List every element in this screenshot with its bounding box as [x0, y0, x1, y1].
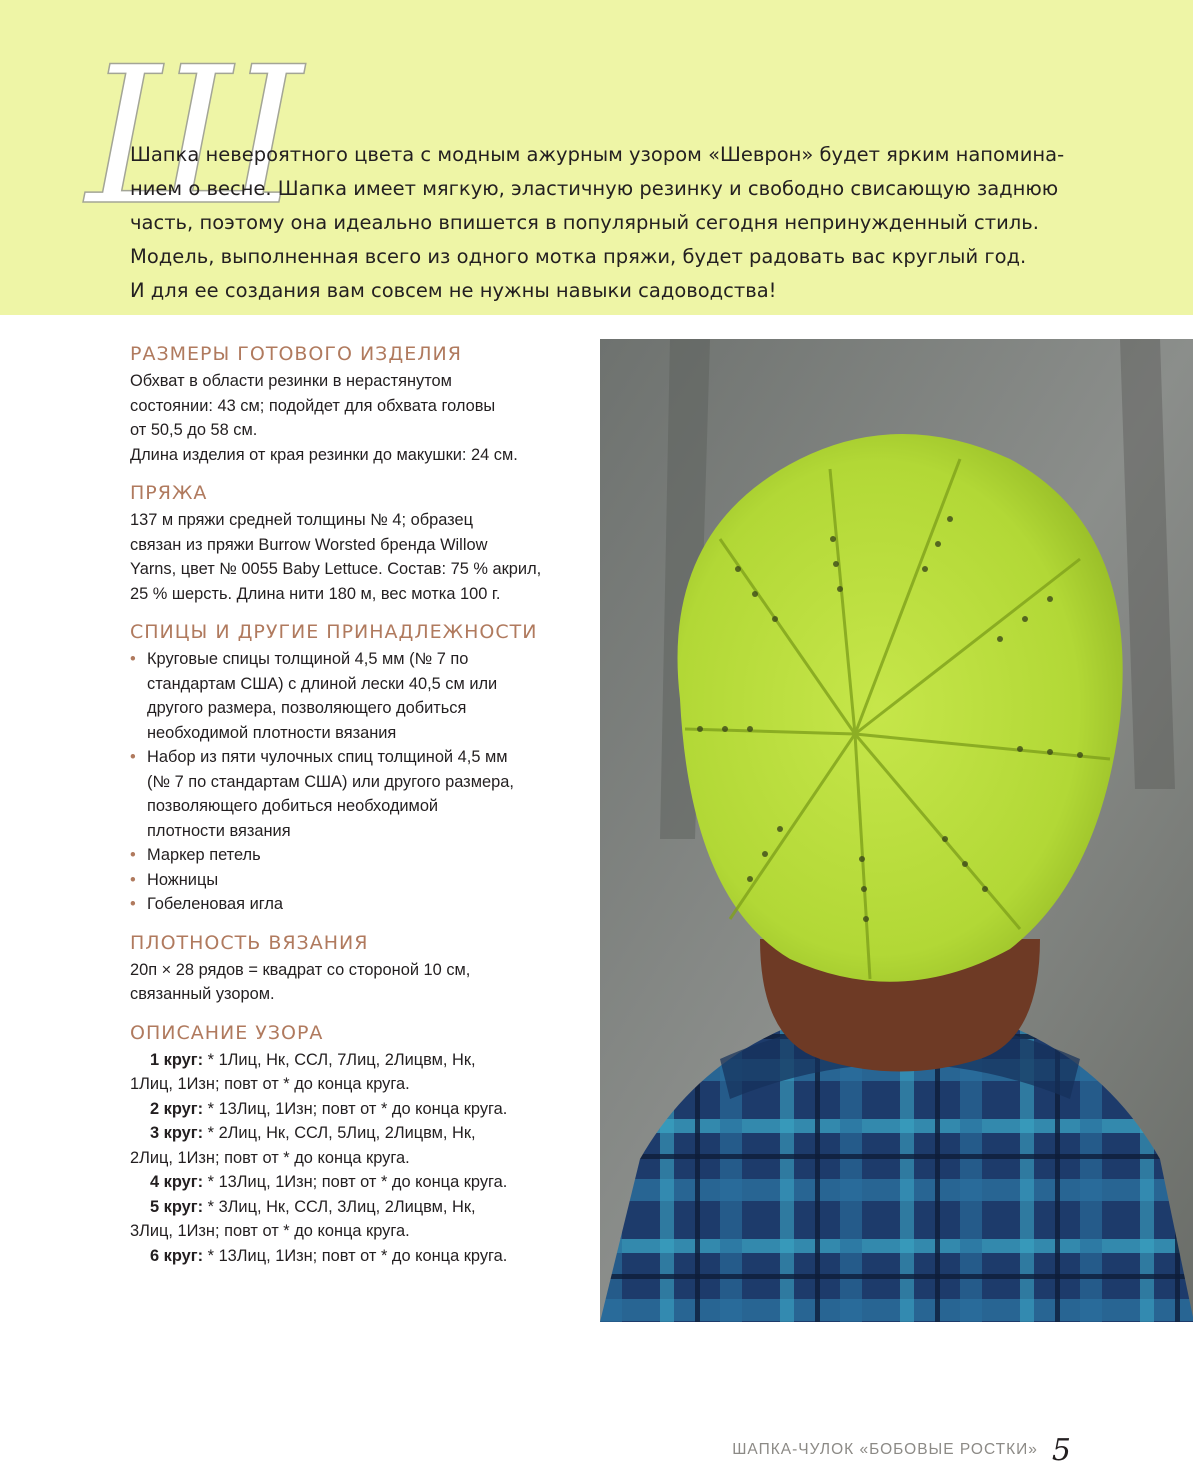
pattern-heading: ОПИСАНИЕ УЗОРА: [130, 1021, 324, 1044]
sizes-line: Обхват в области резинки в нерастянутом: [130, 372, 452, 390]
yarn-line: 137 м пряжи средней толщины № 4; образец: [130, 511, 474, 529]
intro-line: часть, поэтому она идеально впишется в популярный сегодня непринужденный стиль.: [130, 211, 1039, 234]
gauge-line: 20п × 28 рядов = квадрат со стороной 10 см,: [130, 960, 471, 979]
round-line: [130, 1170, 580, 1195]
list-item: [130, 843, 580, 868]
list-item: [130, 868, 580, 893]
round-label: 3 круг:: [150, 1124, 204, 1142]
round-text: * 2Лиц, Нк, ССЛ, 5Лиц, 2Лицвм, Нк,: [203, 1124, 476, 1142]
intro-line: Модель, выполненная всего из одного мотка пряжи, будет радовать вас круглый год.: [130, 245, 1027, 268]
page-number: 5: [1051, 1432, 1071, 1468]
round-line: [130, 1048, 580, 1073]
sizes-text: [130, 369, 580, 467]
round-line: [130, 1195, 580, 1220]
tools-line: • Круговые спицы толщиной 4,5 мм (№ 7 по: [147, 650, 469, 668]
yarn-text: [130, 508, 580, 606]
round-text: * 3Лиц, Нк, ССЛ, 3Лиц, 2Лицвм, Нк,: [203, 1197, 476, 1216]
tools-line: необходимой плотности вязания: [147, 723, 397, 742]
round-text: * 13Лиц, 1Изн; повт от * до конца круга.: [203, 1173, 508, 1191]
round-label: 6 круг:: [150, 1246, 204, 1265]
round-text: * 13Лиц, 1Изн; повт от * до конца круга.: [203, 1246, 508, 1265]
round-label: 4 круг:: [150, 1173, 204, 1191]
tools-line: • Маркер петель: [147, 846, 261, 864]
tools-line: стандартам США) с длиной лески 40,5 см или: [147, 674, 498, 693]
gauge-text: [130, 958, 580, 1007]
round-label: 1 круг:: [150, 1050, 204, 1069]
round-line: 1Лиц, 1Изн; повт от * до конца круга.: [130, 1075, 410, 1093]
tools-line: плотности вязания: [147, 821, 291, 840]
gauge-line: связанный узором.: [130, 985, 275, 1003]
list-item: [130, 892, 580, 917]
intro-line: И для ее создания вам совсем не нужны навыки садоводства!: [130, 279, 777, 302]
round-label: 2 круг:: [150, 1099, 204, 1118]
hat-photo: [600, 339, 1193, 1322]
sizes-section: [130, 340, 580, 467]
list-item: [130, 745, 580, 843]
round-line: 3Лиц, 1Изн; повт от * до конца круга.: [130, 1222, 410, 1240]
tools-section: [130, 618, 580, 917]
sizes-heading: РАЗМЕРЫ ГОТОВОГО ИЗДЕЛИЯ: [130, 343, 462, 365]
hat-photo-illustration: [600, 339, 1193, 1322]
tools-line: (№ 7 по стандартам США) или другого размера,: [147, 772, 514, 791]
tools-line: позволяющего добиться необходимой: [147, 797, 439, 815]
dropcap-letter: Ш: [86, 26, 297, 247]
round-text: * 1Лиц, Нк, ССЛ, 7Лиц, 2Лицвм, Нк,: [203, 1050, 476, 1069]
yarn-heading: ПРЯЖА: [130, 482, 208, 504]
round-line: [130, 1244, 580, 1269]
yarn-line: Yarns, цвет № 0055 Baby Lettuce. Состав: 75 % акрил,: [130, 560, 542, 578]
gauge-heading: ПЛОТНОСТЬ ВЯЗАНИЯ: [130, 931, 369, 954]
tools-line: другого размера, позволяющего добиться: [147, 699, 467, 717]
round-text: * 13Лиц, 1Изн; повт от * до конца круга.: [203, 1099, 508, 1118]
list-item: [130, 647, 580, 745]
sizes-line: состоянии: 43 см; подойдет для обхвата головы: [130, 396, 496, 415]
round-line: [130, 1097, 580, 1122]
pattern-section: [130, 1019, 580, 1269]
yarn-section: [130, 479, 580, 606]
yarn-line: 25 % шерсть. Длина нити 180 м, вес мотка 100 г.: [130, 584, 501, 603]
tools-heading: СПИЦЫ И ДРУГИЕ ПРИНАДЛЕЖНОСТИ: [130, 621, 538, 643]
round-line: 2Лиц, 1Изн; повт от * до конца круга.: [130, 1148, 410, 1167]
page-footer: [732, 1430, 1071, 1470]
round-line: [130, 1121, 580, 1146]
tools-list: [130, 647, 580, 917]
sizes-line: Длина изделия от края резинки до макушки: 24 см.: [130, 445, 518, 464]
round-label: 5 круг:: [150, 1197, 204, 1216]
instructions-column: [130, 340, 580, 1280]
yarn-line: связан из пряжи Burrow Worsted бренда Willow: [130, 535, 488, 554]
sizes-line: от 50,5 до 58 см.: [130, 421, 258, 439]
tools-line: • Ножницы: [147, 870, 219, 889]
tools-line: • Гобеленовая игла: [147, 895, 284, 913]
tools-line: • Набор из пяти чулочных спиц толщиной 4,5 мм: [147, 748, 508, 766]
intro-line: нием о весне. Шапка имеет мягкую, эластичную резинку и свободно свисающую заднюю: [130, 177, 1059, 200]
intro-line: Шапка невероятного цвета с модным ажурным узором «Шеврон» будет ярким напомина-: [130, 143, 1065, 166]
pattern-rounds: [130, 1048, 580, 1269]
gauge-section: [130, 929, 580, 1007]
intro-paragraph: [130, 138, 1065, 308]
footer-title: ШАПКА-ЧУЛОК «БОБОВЫЕ РОСТКИ»: [732, 1441, 1038, 1458]
